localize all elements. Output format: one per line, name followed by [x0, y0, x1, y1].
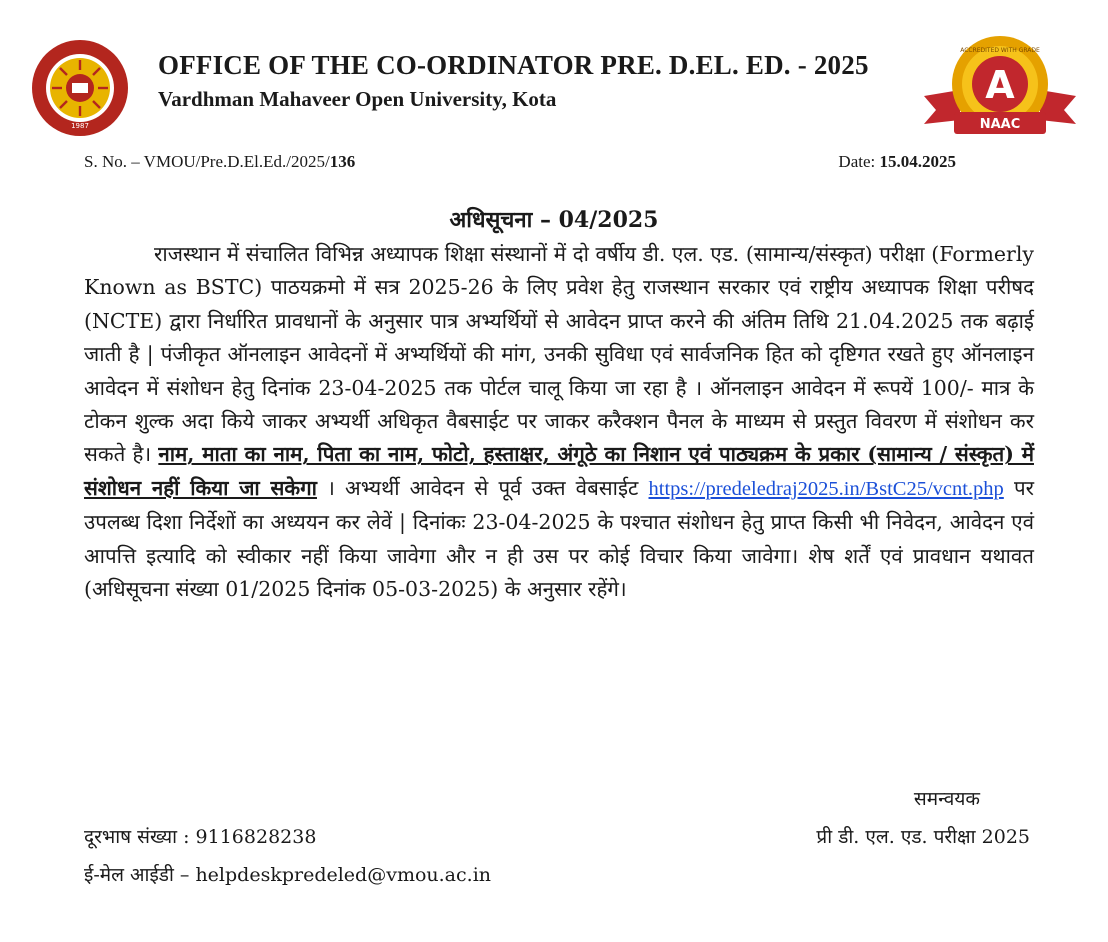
- university-name: Vardhman Mahaveer Open University, Kota: [158, 87, 557, 111]
- contact-block: [84, 818, 491, 894]
- notice-body: [84, 238, 1034, 606]
- office-title: OFFICE OF THE CO-ORDINATOR PRE. D.EL. ED. - 2025: [158, 50, 869, 80]
- email-address: ई-मेल आईडी – helpdeskpredeled@vmou.ac.in: [84, 864, 492, 886]
- signature-block: [816, 780, 1030, 856]
- letterhead: [158, 50, 918, 112]
- seal-year: 1987: [71, 122, 89, 130]
- naac-ring-text: ACCREDITED WITH GRADE: [960, 47, 1040, 54]
- university-seal-icon: [30, 38, 130, 138]
- signatory-designation: प्री डी. एल. एड. परीक्षा 2025: [816, 826, 1030, 848]
- naac-grade: A: [985, 63, 1015, 107]
- naac-label: NAAC: [979, 117, 1021, 132]
- serial-number: S. No. – VMOU/Pre.D.El.Ed./2025/136: [84, 152, 356, 171]
- naac-grade-badge-icon: [920, 32, 1080, 147]
- issue-date: Date: 15.04.2025: [838, 152, 956, 171]
- portal-link[interactable]: https://predeledraj2025.in/BstC25/vcnt.php: [648, 477, 1004, 500]
- notice-paragraph: राजस्थान में संचालित विभिन्न अध्यापक शिक्षा संस्थानों में दो वर्षीय डी. एल. एड. (सामान्य/संस्कृत) परीक्षा (Formerly Known as BSTC) पाठयक्रमो में सत्र 2025-26 के लिए प्रवेश हेतु राजस्थान सरकार एवं राष्ट्रीय अध्यापक शिक्षा परीषद (NCTE) द्वारा निर्धारित प्रावधानों के अनुसार पात्र अभ्यर्थियों से आवेदन प्राप्त करने की अंतिम तिथि 21.04.2025 तक बढ़ाई जाती है | पंजीकृत ऑनलाइन आवेदनों में अभ्यर्थियों की मांग, उनकी सुविधा एवं सार्वजनिक हित को दृष्टिगत रखते हुए ऑनलाइन आवेदन में संशोधन हेतु दिनांक 23-04-2025 तक पोर्टल चालू किया जा रहा है । ऑनलाइन आवेदन में रूपयें 100/- मात्र के टोकन शुल्क अदा किये जाकर अभ्यर्थी अधिकृत वैबसाईट पर जाकर करैक्शन पैनल के माध्यम से प्रस्तुत विवरण में संशोधन कर सकते है। नाम, माता का नाम, पिता का नाम, फोटो, हस्ताक्षर, अंगूठे का निशान एवं पाठ्यक्रम के प्रकार (सामान्य / संस्कृत) में संशोधन नहीं किया जा सकेगा । अभ्यर्थी आवेदन से पूर्व उक्त वेबसाईट https://predeledraj2025.in/BstC25/vcnt.php पर उपलब्ध दिशा निर्देशों का अध्ययन कर लेवें | दिनांकः 23-04-2025 के पश्चात संशोधन हेतु प्राप्त किसी भी निवेदन, आवेदन एवं आपत्ति इत्यादि को स्वीकार नहीं किया जावेगा और न ही उस पर कोई विचार किया जावेगा। शेष शर्तें एवं प्रावधान यथावत (अधिसूचना संख्या 01/2025 दिनांक 05-03-2025) के अनुसार रहेंगे।: [84, 242, 1034, 602]
- notice-title: अधिसूचना – 04/2025: [449, 207, 659, 233]
- restricted-fields-notice: नाम, माता का नाम, पिता का नाम, फोटो, हस्ताक्षर, अंगूठे का निशान एवं पाठ्यक्रम के प्रकार (सामान्य / संस्कृत) में संशोधन नहीं किया जा सकेगा: [84, 442, 1034, 500]
- signatory-role: समन्वयक: [913, 788, 980, 810]
- reference-row: [84, 152, 956, 172]
- phone-number: दूरभाष संख्या : 9116828238: [84, 826, 317, 848]
